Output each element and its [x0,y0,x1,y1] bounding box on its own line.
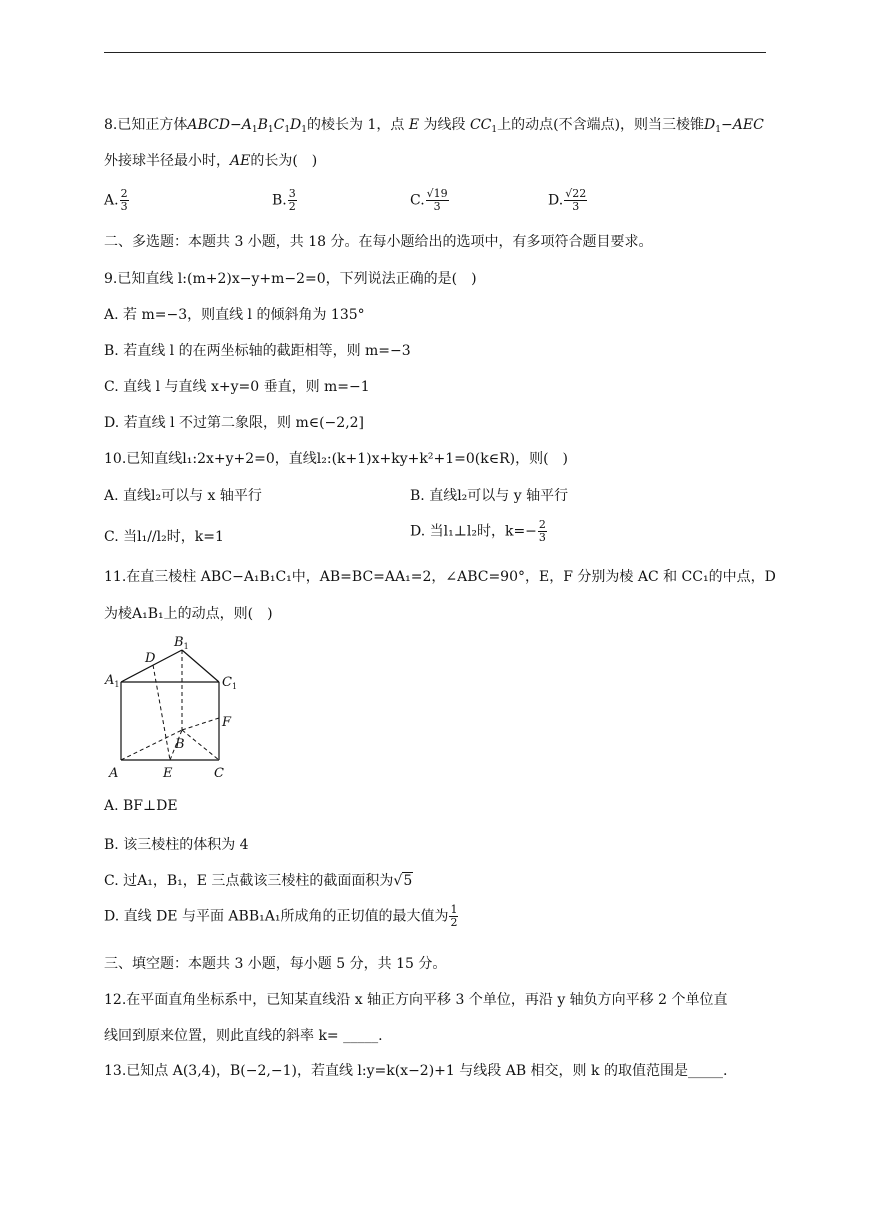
section-2-heading: 二、多选题：本题共 3 小题，共 18 分。在每小题给出的选项中，有多项符合题目要求。 [104,234,653,250]
q10-stem: 10.已知直线l₁:2x+y+2=0，直线l₂:(k+1)x+ky+k²+1=0(k∈R)，则( ) [104,451,568,467]
q11-option-b: B. 该三棱柱的体积为 4 [104,837,249,853]
label-d: D [145,651,156,666]
q10-option-a: A. 直线l₂可以与 x 轴平行 [104,488,262,504]
label-f: F [222,715,232,730]
q8-option-a: A. $\frac{2}{3}$ [104,187,128,213]
q8-stem-line2: 外接球半径最小时，AE的长为( ) [104,153,318,169]
q9-stem: 9.已知直线 l:(m+2)x−y+m−2=0，下列说法正确的是( ) [104,271,477,287]
prism-figure [100,630,260,785]
q11-option-d: D. 直线 DE 与平面 ABB₁A₁所成角的正切值的最大值为 $\frac{1}{2}$ [104,903,458,929]
q9-option-b: B. 若直线 l 的在两坐标轴的截距相等，则 m=−3 [104,343,411,359]
q8-stem-line1: 8.已知正方体$ABCD-A_1B_1C_1D_1$的棱长为 1，点 E 为线段 $CC_1$上的动点(不含端点)，则当三棱锥$D_1-AEC$ [104,117,764,135]
q11-option-c: C. 过A₁，B₁，E 三点截该三棱柱的截面面积为√5 [104,873,413,889]
label-c: C [214,766,224,781]
label-b: B [175,737,185,752]
q9-option-c: C. 直线 l 与直线 x+y=0 垂直，则 m=−1 [104,379,370,395]
header-rule [104,52,766,53]
q8-option-d: D. $\frac{√22}{3}$ [548,187,587,213]
q13-stem: 13.已知点 A(3,4)，B(−2,−1)，若直线 l:y=k(x−2)+1 与线段 AB 相交，则 k 的取值范围是_____. [104,1063,728,1079]
label-e: E [163,766,173,781]
q8-option-b: B. $\frac{3}{2}$ [272,187,296,213]
section-3-heading: 三、填空题：本题共 3 小题，每小题 5 分，共 15 分。 [104,956,447,972]
q11-stem-line1: 11.在直三棱柱 ABC−A₁B₁C₁中，AB=BC=AA₁=2，∠ABC=90°，E，F 分别为棱 AC 和 CC₁的中点，D [104,569,776,585]
q12-stem-line2: 线回到原来位置，则此直线的斜率 k= _____. [104,1028,383,1044]
q10-option-d: D. 当l₁⊥l₂时，k=− $\frac{2}{3}$ [410,518,546,544]
q9-option-d: D. 若直线 l 不过第二象限，则 m∈(−2,2] [104,415,365,431]
q11-option-a: A. BF⊥DE [104,798,178,814]
q8-option-c: C. $\frac{√19}{3}$ [410,187,448,213]
label-a1: $A_1$ [105,673,120,689]
q9-option-a: A. 若 m=−3，则直线 l 的倾斜角为 135° [104,307,365,323]
q12-stem-line1: 12.在平面直角坐标系中，已知某直线沿 x 轴正方向平移 3 个单位，再沿 y 轴负方向平移 2 个单位直 [104,992,728,1008]
q11-stem-line2: 为棱A₁B₁上的动点，则( ) [104,606,273,622]
label-a: A [109,766,119,781]
label-b1: $B_1$ [174,635,189,651]
label-c1: $C_1$ [222,675,238,691]
q10-option-b: B. 直线l₂可以与 y 轴平行 [410,488,569,504]
q10-option-c: C. 当l₁//l₂时，k=1 [104,529,224,545]
